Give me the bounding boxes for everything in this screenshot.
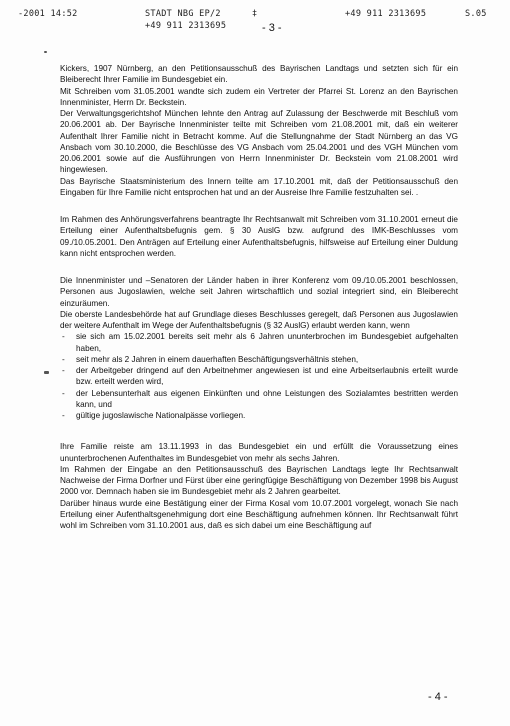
- letter-body: [60, 63, 458, 531]
- condition-item: [60, 388, 458, 411]
- bullet-dash: -: [62, 332, 65, 342]
- condition-item: [60, 410, 458, 421]
- paragraph: Mit Schreiben vom 31.05.2001 wandte sich zudem ein Vertreter der Pfarrei St. Lorenz an den Bayrischen Innenminister, Herrn Dr. Beckstein.: [60, 86, 458, 107]
- fax-date-time: -2001 14:52: [18, 9, 78, 19]
- paragraph: Der Verwaltungsgerichtshof München lehnte den Antrag auf Zulassung der Beschwerde mit Beschluß vom 20.06.2001 ab. Der Bayrische Innenminister teilte mit Schreiben vom 21.08.2001 mit, daß ein weiterer Aufenthalt Ihrer Familie nicht in Betracht komme. Auf die Stellungnahme der Stadt Nürnberg an das VG Ansbach vom 30.10.2000, die Beschlüsse des VG Ansbach vom 25.04.2001 und des VGH München vom 20.06.2001 sowie auf die Ausführungen von Herrn Innenminister Dr. Beckstein vom 21.08.2001 wird hingewiesen.: [60, 109, 458, 175]
- fax-page: S.05: [465, 9, 487, 19]
- condition-text: sie sich am 15.02.2001 bereits seit mehr als 6 Jahren ununterbrochen im Bundesgebiet aufgehalten haben,: [76, 332, 458, 353]
- paragraph: Im Rahmen der Eingabe an den Petitionsausschuß des Bayrischen Landtags legte Ihr Rechtsanwalt Nachweise der Firma Dorfner und Fürst über eine geringfügige Beschäftigung von Dezember 1998 bis August 2000 vor. Demnach haben sie im Bundesgebiet mehr als 2 Jahren gearbeitet.: [60, 464, 458, 497]
- paragraph: Kickers, 1907 Nürnberg, an den Petitionsausschuß des Bayrischen Landtags und setzten sich für ein Bleiberecht Ihrer Familie im Bundesgebiet ein.: [60, 64, 458, 85]
- condition-text: seit mehr als 2 Jahren in einem dauerhaften Beschäftigungsverhältnis stehen,: [76, 354, 359, 364]
- paragraph: Im Rahmen des Anhörungsverfahrens beantragte Ihr Rechtsanwalt mit Schreiben vom 31.10.2001 erneut die Erteilung einer Aufenthaltsbefugnis gem. § 30 AuslG bzw. aufgrund des IMK-Beschlusses vom 09./10.05.2001. Den Anträgen auf Erteilung einer Aufenthaltsbefugnis, hilfsweise auf Erteilung einer Duldung kann nicht entsprochen werden.: [60, 215, 458, 258]
- condition-item: [60, 354, 458, 365]
- condition-item: [60, 365, 458, 388]
- page-number-top: - 3 -: [262, 22, 282, 34]
- paragraph: Die Innenminister und –Senatoren der Länder haben in ihrer Konferenz vom 09./10.05.2001 beschlossen, Personen aus Jugoslawien, welche seit Jahren wirtschaftlich und sozial integriert sind, ein Bleiberecht einzuräumen.: [60, 276, 458, 308]
- scan-speck: [44, 371, 49, 374]
- paragraph: Darüber hinaus wurde eine Bestätigung einer der Firma Kosal vom 10.07.2001 vorgelegt, wonach Sie nach Erteilung einer Aufenthaltsgenehmigung dort eine Beschäftigung aufnehmen können. Ihr Rechtsanwalt führt wohl im Schreiben vom 31.10.2001 aus, daß es sich dabei um eine Beschäftigung auf: [60, 498, 458, 530]
- fax-ref: ‡: [252, 9, 258, 19]
- condition-text: der Lebensunterhalt aus eigenen Einkünften und ohne Leistungen des Sozialamtes bestritten werden kann, und: [76, 388, 458, 409]
- condition-text: der Arbeitgeber dringend auf den Arbeitnehmer angewiesen ist und eine Arbeitserlaubnis erteilt wurde bzw. erteilt werden wird,: [76, 366, 458, 387]
- paragraph: Ihre Familie reiste am 13.11.1993 in das Bundesgebiet ein und erfüllt die Voraussetzung eines ununterbrochenen Aufenthaltes im Bundesgebiet von mehr als sechs Jahren.: [60, 442, 458, 463]
- page-number-bottom: - 4 -: [428, 691, 448, 703]
- bullet-dash: -: [62, 354, 65, 364]
- bullet-dash: -: [62, 411, 65, 420]
- bullet-dash: -: [62, 388, 65, 398]
- condition-item: [60, 331, 458, 354]
- fax-recipient-number: +49 911 2313695: [145, 21, 227, 31]
- scan-speck: [44, 51, 47, 53]
- fax-sender-number: +49 911 2313695: [345, 9, 427, 19]
- fax-sender: STADT NBG EP/2: [145, 9, 221, 19]
- condition-text: gültige jugoslawische Nationalpässe vorliegen.: [76, 411, 246, 420]
- paragraph: Die oberste Landesbehörde hat auf Grundlage dieses Beschlusses geregelt, daß Personen aus Jugoslawien der weitere Aufenthalt im Wege der Aufenthaltsbefugnis (§ 32 AuslG) erlaubt werden kann, wenn: [60, 309, 458, 330]
- paragraph: Das Bayrische Staatsministerium des Innern teilte am 17.10.2001 mit, daß der Petitionsausschuß den Eingaben für Ihre Familie nicht entsprochen hat und an der Ausreise Ihre Familie festzuhalten sei. .: [60, 176, 458, 197]
- bullet-dash: -: [62, 366, 65, 375]
